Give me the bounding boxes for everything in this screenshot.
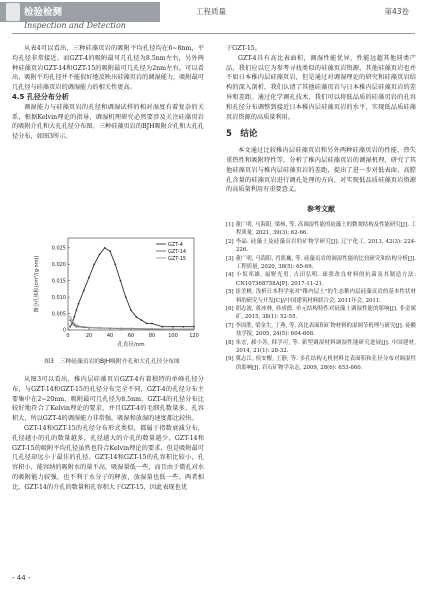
- data-point: [135, 316, 137, 318]
- data-point: [130, 327, 132, 329]
- right-column: [226, 44, 416, 372]
- data-point: [88, 277, 90, 279]
- data-point: [83, 290, 85, 292]
- data-point: [109, 250, 111, 252]
- data-point: [83, 326, 85, 328]
- data-point: [130, 309, 132, 311]
- y-tick-label: 0.025: [51, 245, 66, 252]
- data-point: [104, 247, 106, 249]
- x-tick-label: 20: [85, 333, 93, 339]
- data-point: [193, 328, 195, 330]
- y-tick-label: 0.010: [51, 294, 66, 301]
- paragraph: GZT-4具有高比表面积，调湿性能优异，性能远超其他同类产品，我们应以它为参考寻找类似的硅藻页岩资源，其他硅藻页岩也并不如日本稚内层硅藻页岩，但是通过对调湿理论的研究和硅藻页岩结构的深入剖析，我们认清了其他硅藻页岩与日本稚内层硅藻页岩的差异和差距。通过化学调孔技术，我们可以将低品质的硅藻页岩的孔容和孔径分布调整到接近日本稚内层硅藻页岩的水平，实现低品质硅藻页岩资源的高质量利用。: [226, 54, 416, 121]
- y-axis-label: 微分孔体积(cm³/(g·nm)): [34, 255, 40, 313]
- pore-distribution-chart: [30, 232, 200, 350]
- data-point: [114, 263, 116, 265]
- data-point: [73, 316, 75, 318]
- y-tick-label: 0.020: [51, 261, 66, 268]
- data-point: [99, 254, 101, 256]
- paragraph: 本文通过比较稚内层硅藻页岩和另外两种硅藻页岩的性能，热失重热性和吸附特性等，分析了稚内层硅藻页岩的调湿机理，研究了其他硅藻页岩与稚内层硅藻页岩的差距，提出了进一步对低表面、高膛孔含量的硅藻页岩进行调孔处理的方向，对实现低品质硅藻页岩资源的高质量利用有重要意义。: [226, 147, 416, 194]
- journal-name: 工程质量: [196, 7, 226, 16]
- reference-item: [5] 崔美帆. 浅析日本科学家对"稚内层土"的生态稚内层硅藻页岩的基本性状材料的研究与开发[C]//中国建筑材料联合会, 2011年会, 2011.: [226, 289, 416, 304]
- reference-item: [7] 李国胜, 梁金生, 丁燕, 等. 高比表面积矿物材料的湿调节机理与研究[J]. 硅酸盐学报, 2005, 24(5): 604-608.: [226, 322, 416, 338]
- data-point: [162, 326, 164, 328]
- data-point: [76, 309, 78, 311]
- data-point: [193, 326, 195, 328]
- figure-caption: 图3 三种硅藻页岩的BJH吸附介孔和大孔孔径分布图: [44, 359, 180, 365]
- x-tick-label: 60: [127, 333, 135, 339]
- data-point: [172, 326, 174, 328]
- data-point: [120, 327, 122, 329]
- reference-item: [4] 小坂邦雄, 福野光男, 吉田弘明. 球墨改良材料的抗菌及其制造方法: CN107368758A[P]. 2017-11-21.: [226, 272, 416, 287]
- y-tick-label: 0: [62, 327, 66, 334]
- data-point: [78, 303, 80, 305]
- data-point: [120, 280, 122, 282]
- data-point: [151, 323, 153, 325]
- data-point: [141, 319, 143, 321]
- paragraph: 于GZT-15。: [226, 45, 261, 52]
- page-header: [0, 0, 427, 36]
- header-rule: [12, 33, 415, 34]
- x-tick-label: 120: [189, 333, 199, 339]
- data-point: [71, 319, 73, 321]
- y-tick-label: 0.005: [51, 311, 66, 318]
- x-tick-label: 0: [66, 333, 70, 339]
- left-column-top: [12, 44, 204, 142]
- paragraph: 调湿能力与硅藻页岩的孔径和调湿试样的相对湿度有着复杂的关系，根据Kelvin理论的指导，调湿机理研究必然要涉及关注硅藻页岩的吸附介孔和大孔孔径分布图。三种硅藻页岩的BJH吸附介孔和大孔孔径分布，如图3所示。: [12, 103, 204, 141]
- legend-entry: GZT-15: [168, 255, 187, 262]
- section-subtitle: Inspection and Detection: [24, 21, 126, 30]
- x-tick-label: 80: [148, 333, 156, 339]
- paragraph: GZT-14和GZT-15的孔径分布形式类似，都属于指数衰减分布，孔径越小的孔的数量越多，孔径越大的介孔的数量越少。GZT-14和GZT-15的吸附平均孔径虽然也符合Kelvin理论的要求，但是吸附最可几孔径却远小于最佳的孔径。GZT-14和GZT-15的孔容积比较小，孔容积小，能容纳的吸附水的量不高，吸湿量低一些，而且由于微孔对水的吸附能力较强，也不利于水分子的释放，放湿量也低一些。两者相比，GZT-14的介孔的数量和孔容积大于GZT-15，因此表现也优: [12, 424, 204, 491]
- page-number: - 44 -: [12, 574, 31, 582]
- y-tick-label: 0.015: [51, 278, 66, 285]
- data-point: [99, 327, 101, 329]
- legend-entry: GZT-4: [168, 241, 183, 248]
- data-point: [71, 323, 73, 325]
- data-point: [69, 326, 71, 328]
- reference-list: [226, 221, 416, 372]
- data-point: [93, 263, 95, 265]
- reference-item: [9] 冀志江, 侯安醒, 王静, 等. 多孔结构无机材料比表面积和孔径分布对调湿性的影响[J]. 岩石矿物学杂志, 2009, 28(6): 653-660.: [226, 356, 416, 371]
- x-tick-label: 40: [106, 333, 114, 339]
- section-heading: 5 结论: [226, 129, 258, 140]
- reference-item: [2] 李晶. 硅藻土及硅藻页岩的矿物学研究[J]. 辽宁化工, 2013, 42(3): 224-226.: [226, 238, 416, 254]
- section-heading: 4.5 孔径分布分析: [12, 92, 69, 101]
- references-title: 参考文献: [307, 205, 335, 214]
- volume-label: 第43卷: [384, 7, 409, 16]
- data-point: [73, 323, 75, 325]
- reference-item: [3] 董广明, 马海阳, 肖凯巍, 等. 硅藻页岩的调湿性能的比较研究和结构分析[J]. 工程质量, 2020, 38(5): 65-69.: [226, 255, 416, 270]
- section-title: 检验检测: [24, 7, 63, 18]
- x-tick-label: 100: [168, 333, 178, 339]
- data-point: [183, 326, 185, 328]
- reference-item: [6] 胡志波, 蒋冰林, 孙成德. 单元结构特性对硅藻土调湿性能的影响[J]. 非金属矿, 2015, 38(1): 52-55.: [226, 306, 416, 321]
- data-point: [109, 327, 111, 329]
- data-point: [146, 323, 148, 325]
- reference-item: [8] 朱宏, 郝小苏, 韩学可, 等. 新型调湿材料调湿性能研究进展[J]. 中国建材, 2014, 21(1): 28-32.: [226, 339, 416, 355]
- legend-entry: GZT-14: [168, 248, 187, 255]
- data-point: [151, 328, 153, 330]
- journal-logo-icon: [6, 3, 20, 21]
- data-point: [69, 319, 71, 321]
- paragraph: 从表4可以看出，三种硅藻页岩的吸附平均孔径均在6~8nm，平均孔径非常接近。而GZT-4的吸附最可几孔径为8.5nm左右，另外两种硅藻页岩GZT-14和GZT-15的吸附最可几孔径为2nm左右。可以看出，吸附平均孔径并不能很好地反映出硅藻页岩的调湿能力，吸附最可几孔径与硅藻页岩的调湿能力的相关性更高。: [12, 45, 204, 92]
- data-point: [172, 328, 174, 330]
- data-point: [125, 296, 127, 298]
- paragraph: 从图3可以看出，稚内层硅藻页岩GZT-4有着独特的单峰孔径分布，与GZT-14和GZT-15的孔径分布完全不同，GZT-4的孔径分布主要集中在2~20nm，吸附最可几孔径为8.5nm，GZT-4的孔径分布比较好地符合了Kelvin理论的要求，并且GZT-4的毛细孔数量多，孔容积大，所以GZT-4的调湿能力非常强，吸湿和放湿的速度都比较快。: [12, 376, 204, 423]
- x-axis-label: 孔直径/nm: [117, 342, 145, 348]
- reference-item: [1] 董广明, 马海阳, 梁杨, 等. 高调湿性能的硅藻土的微观结构及性能研究[J]. 工程质量, 2021, 39(3): 62-66.: [226, 221, 416, 237]
- data-point: [88, 326, 90, 328]
- data-point: [76, 324, 78, 326]
- data-point: [78, 325, 80, 327]
- data-point: [69, 316, 71, 318]
- data-point: [76, 326, 78, 328]
- left-column-bottom: [12, 375, 204, 493]
